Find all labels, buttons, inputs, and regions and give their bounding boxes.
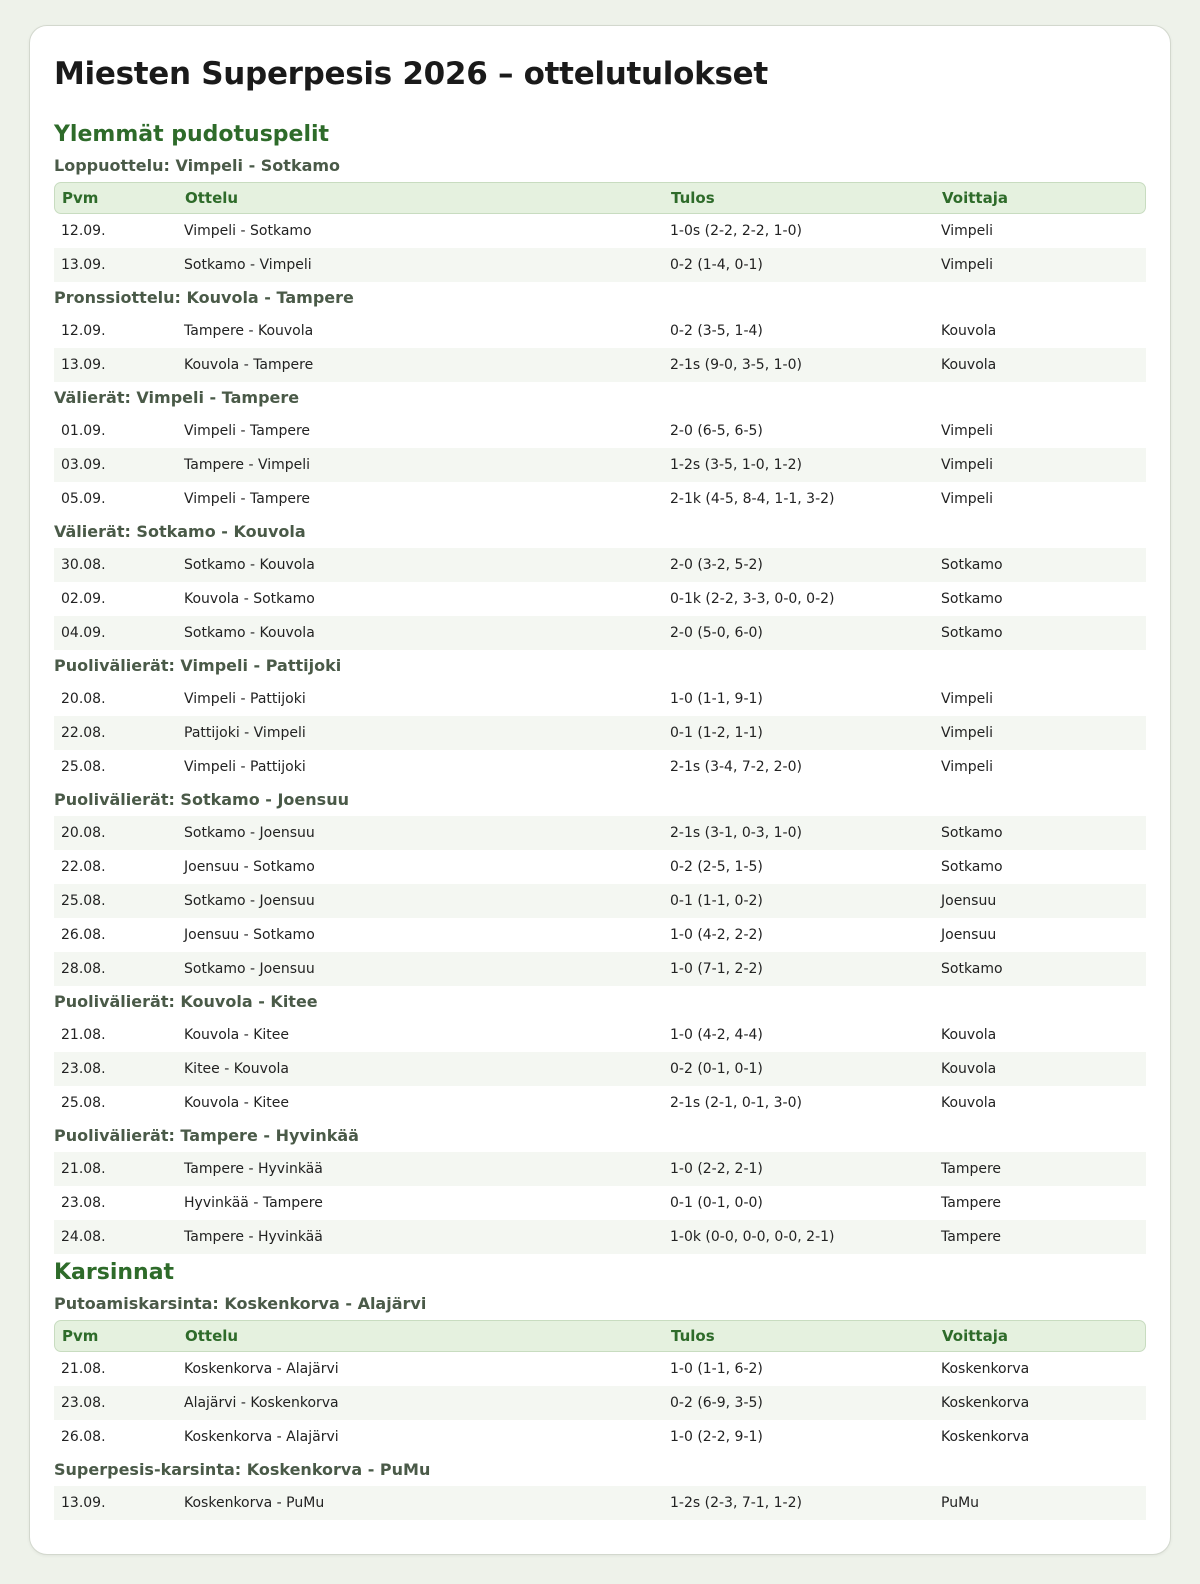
match-date: 01.09. (61, 423, 106, 439)
header-winner: Voittaja (942, 1327, 1008, 1345)
table-row (54, 1186, 1146, 1220)
match-result: 2-1s (9-0, 3-5, 1-0) (670, 357, 802, 373)
header-result: Tulos (671, 189, 715, 207)
header-match: Ottelu (185, 1327, 239, 1345)
match-date: 13.09. (61, 1495, 106, 1511)
match-teams: Vimpeli - Pattijoki (184, 759, 306, 775)
match-date: 02.09. (61, 591, 106, 607)
table-row (54, 214, 1146, 248)
match-winner: Sotkamo (941, 557, 1003, 573)
match-teams: Sotkamo - Kouvola (184, 625, 315, 641)
group-title: Putoamiskarsinta: Koskenkorva - Alajärvi (54, 1294, 427, 1313)
match-group (54, 150, 1146, 282)
match-date: 13.09. (61, 257, 106, 273)
match-date: 04.09. (61, 625, 106, 641)
group-title: Puolivälierät: Tampere - Hyvinkää (54, 1126, 359, 1145)
table-row (54, 548, 1146, 582)
match-date: 21.08. (61, 1161, 106, 1177)
match-winner: Vimpeli (941, 257, 994, 273)
match-date: 22.08. (61, 859, 106, 875)
match-winner: Kouvola (941, 323, 997, 339)
match-winner: Vimpeli (941, 457, 994, 473)
table-row (54, 918, 1146, 952)
match-winner: Kouvola (941, 1027, 997, 1043)
match-teams: Vimpeli - Tampere (184, 423, 311, 439)
match-date: 22.08. (61, 725, 106, 741)
match-group (54, 516, 1146, 650)
group-title: Välierät: Sotkamo - Kouvola (54, 522, 306, 541)
table-row (54, 1052, 1146, 1086)
match-winner: Vimpeli (941, 423, 994, 439)
match-result: 0-2 (0-1, 0-1) (670, 1061, 763, 1077)
match-winner: Joensuu (941, 927, 997, 943)
match-result: 0-1 (0-1, 0-0) (670, 1195, 763, 1211)
table-row (54, 482, 1146, 516)
match-teams: Vimpeli - Tampere (184, 491, 311, 507)
table-row (54, 884, 1146, 918)
match-teams: Vimpeli - Sotkamo (184, 223, 312, 239)
match-winner: Koskenkorva (941, 1395, 1030, 1411)
match-date: 23.08. (61, 1195, 106, 1211)
match-date: 26.08. (61, 927, 106, 943)
match-winner: Sotkamo (941, 825, 1003, 841)
section-title: Karsinnat (54, 1260, 175, 1285)
match-teams: Pattijoki - Vimpeli (184, 725, 306, 741)
header-date: Pvm (62, 1327, 99, 1345)
match-result: 2-0 (5-0, 6-0) (670, 625, 763, 641)
match-teams: Sotkamo - Kouvola (184, 557, 315, 573)
match-winner: PuMu (941, 1495, 980, 1511)
table-row (54, 1486, 1146, 1520)
match-date: 25.08. (61, 759, 106, 775)
match-result: 0-2 (3-5, 1-4) (670, 323, 763, 339)
table-row (54, 850, 1146, 884)
match-result: 1-2s (2-3, 7-1, 1-2) (670, 1495, 802, 1511)
match-group (54, 784, 1146, 986)
match-date: 25.08. (61, 893, 106, 909)
match-winner: Tampere (941, 1195, 1002, 1211)
table-row (54, 1420, 1146, 1454)
match-group (54, 1120, 1146, 1254)
match-date: 25.08. (61, 1095, 106, 1111)
match-result: 2-0 (6-5, 6-5) (670, 423, 763, 439)
table-header (54, 1320, 1146, 1352)
match-teams: Sotkamo - Joensuu (184, 961, 315, 977)
match-result: 1-0s (2-2, 2-2, 1-0) (670, 223, 802, 239)
match-result: 1-0k (0-0, 0-0, 0-0, 2-1) (670, 1229, 835, 1245)
match-winner: Sotkamo (941, 591, 1003, 607)
match-date: 13.09. (61, 357, 106, 373)
match-teams: Sotkamo - Joensuu (184, 893, 315, 909)
match-date: 03.09. (61, 457, 106, 473)
match-date: 23.08. (61, 1061, 106, 1077)
table-row (54, 448, 1146, 482)
match-teams: Tampere - Vimpeli (184, 457, 311, 473)
match-teams: Koskenkorva - Alajärvi (184, 1429, 339, 1445)
table-row (54, 716, 1146, 750)
table-row (54, 1220, 1146, 1254)
match-winner: Kouvola (941, 357, 997, 373)
table-row (54, 314, 1146, 348)
match-result: 1-0 (4-2, 4-4) (670, 1027, 763, 1043)
match-result: 0-2 (6-9, 3-5) (670, 1395, 763, 1411)
match-result: 0-2 (2-5, 1-5) (670, 859, 763, 875)
match-teams: Tampere - Kouvola (184, 323, 314, 339)
match-teams: Tampere - Hyvinkää (184, 1161, 323, 1177)
match-result: 0-1k (2-2, 3-3, 0-0, 0-2) (670, 591, 835, 607)
match-winner: Vimpeli (941, 725, 994, 741)
table-row (54, 1386, 1146, 1420)
match-group (54, 282, 1146, 382)
match-date: 12.09. (61, 223, 106, 239)
match-winner: Koskenkorva (941, 1429, 1030, 1445)
match-result: 0-1 (1-2, 1-1) (670, 725, 763, 741)
group-title: Puolivälierät: Kouvola - Kitee (54, 992, 318, 1011)
table-row (54, 816, 1146, 850)
match-date: 05.09. (61, 491, 106, 507)
match-teams: Joensuu - Sotkamo (184, 927, 315, 943)
match-winner: Sotkamo (941, 625, 1003, 641)
match-date: 12.09. (61, 323, 106, 339)
group-title: Pronssiottelu: Kouvola - Tampere (54, 288, 354, 307)
header-result: Tulos (671, 1327, 715, 1345)
match-teams: Kitee - Kouvola (184, 1061, 289, 1077)
table-row (54, 616, 1146, 650)
match-winner: Vimpeli (941, 223, 994, 239)
match-result: 1-0 (1-1, 6-2) (670, 1361, 763, 1377)
table-row (54, 1152, 1146, 1186)
group-title: Välierät: Vimpeli - Tampere (54, 388, 300, 407)
table-row (54, 348, 1146, 382)
match-result: 0-1 (1-1, 0-2) (670, 893, 763, 909)
match-winner: Tampere (941, 1161, 1002, 1177)
match-date: 23.08. (61, 1395, 106, 1411)
match-date: 21.08. (61, 1027, 106, 1043)
match-winner: Tampere (941, 1229, 1002, 1245)
header-date: Pvm (62, 189, 99, 207)
match-date: 20.08. (61, 691, 106, 707)
table-row (54, 1086, 1146, 1120)
match-teams: Vimpeli - Pattijoki (184, 691, 306, 707)
group-title: Superpesis-karsinta: Koskenkorva - PuMu (54, 1460, 431, 1479)
match-teams: Kouvola - Kitee (184, 1027, 289, 1043)
header-match: Ottelu (185, 189, 239, 207)
match-teams: Joensuu - Sotkamo (184, 859, 315, 875)
header-winner: Voittaja (942, 189, 1008, 207)
match-winner: Vimpeli (941, 491, 994, 507)
match-result: 0-2 (1-4, 0-1) (670, 257, 763, 273)
results-section (54, 1254, 1146, 1520)
match-teams: Sotkamo - Vimpeli (184, 257, 312, 273)
group-title: Loppuottelu: Vimpeli - Sotkamo (54, 156, 341, 175)
table-row (54, 1352, 1146, 1386)
match-winner: Sotkamo (941, 961, 1003, 977)
match-winner: Vimpeli (941, 759, 994, 775)
match-teams: Koskenkorva - PuMu (184, 1495, 325, 1511)
match-result: 1-0 (2-2, 9-1) (670, 1429, 763, 1445)
match-teams: Tampere - Hyvinkää (184, 1229, 323, 1245)
match-group (54, 1288, 1146, 1454)
match-date: 26.08. (61, 1429, 106, 1445)
table-row (54, 582, 1146, 616)
match-result: 1-0 (2-2, 2-1) (670, 1161, 763, 1177)
page-title: Miesten Superpesis 2026 – ottelutulokset (54, 56, 768, 92)
table-row (54, 414, 1146, 448)
match-winner: Vimpeli (941, 691, 994, 707)
table-header (54, 182, 1146, 214)
match-winner: Kouvola (941, 1061, 997, 1077)
match-result: 1-0 (4-2, 2-2) (670, 927, 763, 943)
match-date: 28.08. (61, 961, 106, 977)
match-teams: Hyvinkää - Tampere (184, 1195, 323, 1211)
table-row (54, 750, 1146, 784)
match-result: 2-1s (3-1, 0-3, 1-0) (670, 825, 802, 841)
match-group (54, 382, 1146, 516)
match-teams: Kouvola - Tampere (184, 357, 314, 373)
match-date: 30.08. (61, 557, 106, 573)
match-teams: Alajärvi - Koskenkorva (184, 1395, 339, 1411)
match-group (54, 1454, 1146, 1520)
group-title: Puolivälierät: Vimpeli - Pattijoki (54, 656, 342, 675)
match-teams: Sotkamo - Joensuu (184, 825, 315, 841)
match-date: 24.08. (61, 1229, 106, 1245)
match-result: 1-0 (7-1, 2-2) (670, 961, 763, 977)
match-result: 2-0 (3-2, 5-2) (670, 557, 763, 573)
match-date: 20.08. (61, 825, 106, 841)
table-row (54, 1018, 1146, 1052)
match-group (54, 986, 1146, 1120)
table-row (54, 952, 1146, 986)
table-row (54, 248, 1146, 282)
results-card (29, 25, 1171, 1555)
match-winner: Sotkamo (941, 859, 1003, 875)
section-title: Ylemmät pudotuspelit (54, 122, 330, 147)
match-result: 2-1k (4-5, 8-4, 1-1, 3-2) (670, 491, 835, 507)
match-group (54, 650, 1146, 784)
match-date: 21.08. (61, 1361, 106, 1377)
match-teams: Kouvola - Kitee (184, 1095, 289, 1111)
match-teams: Kouvola - Sotkamo (184, 591, 315, 607)
match-teams: Koskenkorva - Alajärvi (184, 1361, 339, 1377)
match-result: 1-2s (3-5, 1-0, 1-2) (670, 457, 802, 473)
table-row (54, 682, 1146, 716)
results-section (54, 116, 1146, 1254)
match-result: 1-0 (1-1, 9-1) (670, 691, 763, 707)
match-winner: Joensuu (941, 893, 997, 909)
group-title: Puolivälierät: Sotkamo - Joensuu (54, 790, 349, 809)
match-winner: Kouvola (941, 1095, 997, 1111)
match-result: 2-1s (2-1, 0-1, 3-0) (670, 1095, 802, 1111)
results-content (54, 116, 1146, 1520)
match-result: 2-1s (3-4, 7-2, 2-0) (670, 759, 802, 775)
match-winner: Koskenkorva (941, 1361, 1030, 1377)
